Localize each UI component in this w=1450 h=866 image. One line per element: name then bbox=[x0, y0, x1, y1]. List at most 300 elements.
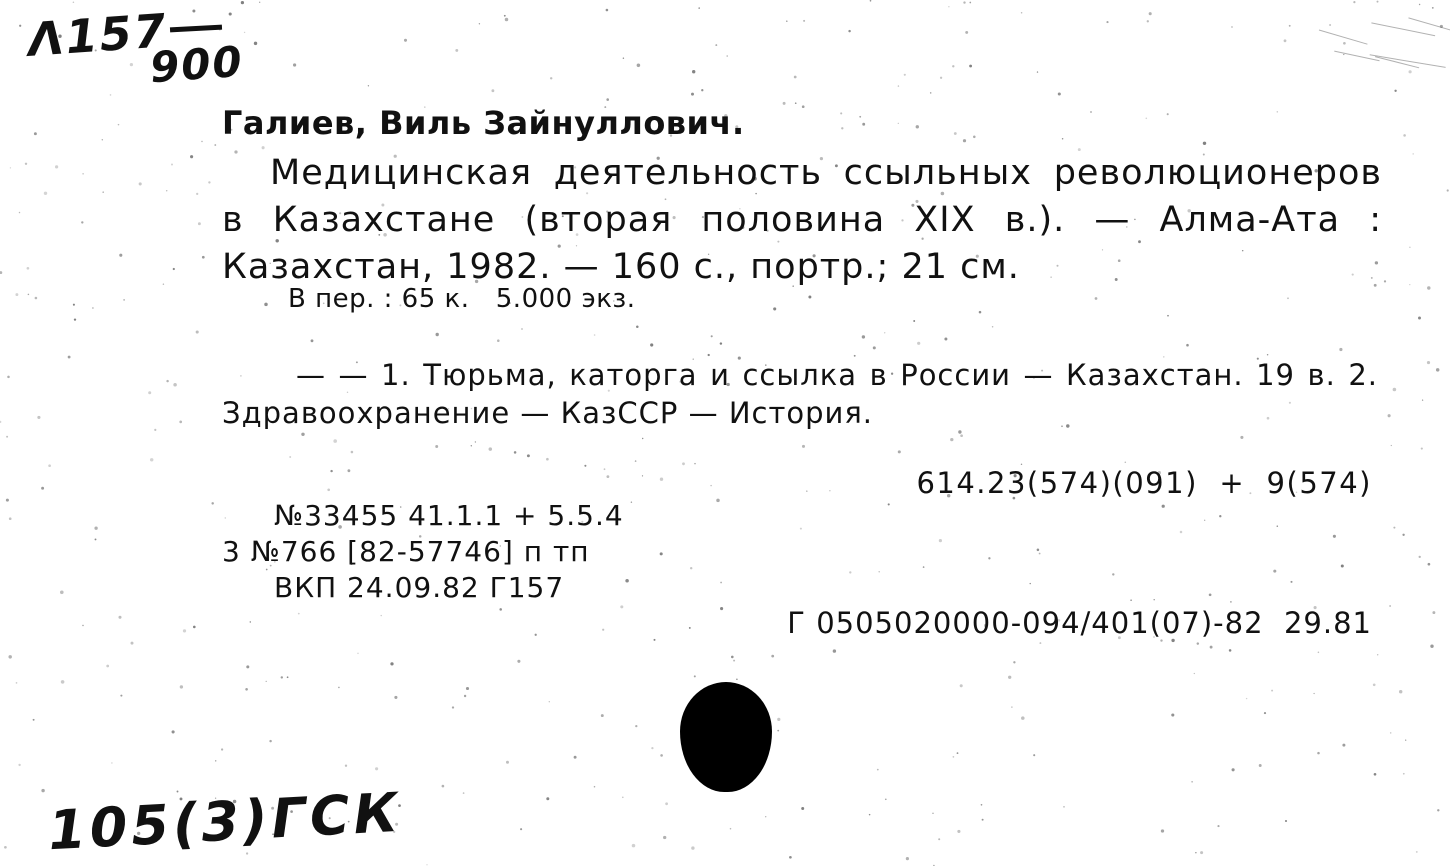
speckle bbox=[172, 730, 175, 733]
speckle bbox=[8, 655, 11, 658]
speckle bbox=[1273, 570, 1276, 573]
speckle bbox=[166, 380, 168, 382]
speckle bbox=[404, 39, 407, 42]
speckle bbox=[663, 836, 666, 839]
subject-headings: — — 1. Тюрьма, каторга и ссылка в России — Казахстан. 19 в. 2. Здравоохранение — КазССР — История. bbox=[222, 358, 1378, 430]
speckle bbox=[1409, 284, 1410, 285]
speckle bbox=[250, 621, 251, 622]
speckle bbox=[898, 123, 899, 124]
speckle bbox=[1289, 25, 1291, 27]
speckle bbox=[464, 695, 466, 697]
speckle bbox=[504, 15, 506, 17]
speckle bbox=[94, 527, 97, 530]
speckle bbox=[1437, 809, 1439, 811]
speckle bbox=[148, 391, 151, 394]
speckle bbox=[118, 124, 120, 126]
speckle bbox=[642, 475, 643, 476]
speckle bbox=[535, 634, 537, 636]
speckle bbox=[1058, 92, 1061, 95]
speckle bbox=[521, 328, 522, 329]
price-and-print-run: В пер. : 65 к. 5.000 экз. bbox=[288, 284, 636, 314]
speckle bbox=[452, 706, 454, 708]
speckle bbox=[514, 451, 517, 454]
speckle bbox=[869, 814, 871, 816]
speckle bbox=[1039, 642, 1041, 644]
speckle bbox=[957, 752, 959, 754]
speckle bbox=[1231, 26, 1232, 27]
speckle bbox=[944, 338, 947, 341]
speckle bbox=[606, 9, 609, 12]
speckle bbox=[898, 450, 901, 453]
speckle bbox=[426, 864, 427, 865]
speckle bbox=[106, 665, 109, 668]
speckle bbox=[245, 688, 248, 691]
speckle bbox=[806, 490, 808, 492]
speckle bbox=[10, 167, 11, 168]
speckle bbox=[888, 503, 890, 505]
speckle bbox=[1203, 142, 1206, 145]
speckle bbox=[37, 416, 40, 419]
speckle bbox=[1333, 535, 1336, 538]
speckle bbox=[653, 639, 655, 641]
speckle-streak bbox=[1409, 18, 1450, 35]
speckle bbox=[1343, 42, 1346, 45]
speckle bbox=[27, 267, 30, 270]
speckle bbox=[960, 434, 963, 437]
speckle bbox=[60, 591, 64, 595]
speckle bbox=[19, 25, 21, 27]
speckle bbox=[1021, 12, 1023, 14]
speckle bbox=[1146, 118, 1148, 120]
speckle bbox=[982, 819, 984, 821]
speckle bbox=[973, 136, 976, 139]
speckle bbox=[1402, 534, 1404, 536]
speckle bbox=[1422, 399, 1423, 400]
speckle-streak bbox=[1370, 55, 1446, 68]
speckle bbox=[720, 342, 722, 344]
speckle bbox=[246, 665, 249, 668]
speckle bbox=[475, 441, 476, 442]
speckle bbox=[1021, 716, 1025, 720]
speckle bbox=[435, 445, 438, 448]
speckle bbox=[491, 89, 494, 92]
speckle bbox=[338, 687, 340, 689]
speckle bbox=[214, 144, 216, 146]
speckle bbox=[969, 2, 971, 4]
speckle bbox=[1277, 525, 1279, 527]
speckle bbox=[171, 164, 173, 166]
speckle bbox=[281, 676, 283, 678]
speckle bbox=[120, 695, 122, 697]
speckle bbox=[1409, 247, 1410, 248]
speckle bbox=[801, 807, 804, 810]
speckle bbox=[81, 221, 83, 223]
speckle bbox=[808, 296, 811, 299]
speckle bbox=[606, 98, 609, 101]
speckle bbox=[1125, 461, 1127, 463]
speckle bbox=[28, 294, 30, 296]
speckle bbox=[631, 501, 632, 502]
speckle bbox=[833, 649, 836, 652]
speckle bbox=[463, 792, 465, 794]
speckle bbox=[479, 23, 480, 24]
speckle bbox=[0, 421, 1, 423]
speckle bbox=[262, 146, 265, 149]
speckle bbox=[173, 383, 177, 387]
speckle bbox=[701, 89, 703, 91]
speckle bbox=[1389, 605, 1391, 607]
speckle bbox=[1230, 601, 1232, 603]
speckle bbox=[1341, 564, 1344, 567]
speckle bbox=[795, 102, 797, 104]
speckle bbox=[710, 485, 711, 486]
speckle bbox=[841, 127, 843, 129]
speckle bbox=[625, 579, 629, 583]
speckle bbox=[694, 675, 696, 677]
speckle bbox=[691, 93, 694, 96]
speckle bbox=[988, 557, 990, 559]
speckle bbox=[471, 445, 472, 446]
speckle bbox=[1374, 773, 1377, 776]
speckle bbox=[119, 254, 122, 257]
speckle bbox=[244, 32, 245, 33]
speckle bbox=[1149, 12, 1152, 15]
speckle bbox=[1277, 111, 1278, 112]
speckle bbox=[1427, 361, 1430, 364]
speckle bbox=[1195, 852, 1196, 853]
speckle bbox=[546, 458, 549, 461]
speckle bbox=[1287, 297, 1289, 299]
speckle bbox=[1186, 344, 1189, 347]
speckle bbox=[1432, 611, 1435, 614]
speckle bbox=[33, 719, 35, 721]
speckle bbox=[1039, 553, 1041, 555]
speckle bbox=[682, 462, 685, 465]
speckle bbox=[765, 816, 766, 817]
speckle bbox=[1153, 599, 1154, 600]
speckle bbox=[594, 334, 596, 336]
speckle bbox=[963, 1, 965, 3]
speckle bbox=[602, 629, 604, 631]
speckle bbox=[1412, 153, 1414, 155]
speckle bbox=[777, 718, 780, 721]
speckle bbox=[877, 769, 879, 771]
speckle bbox=[957, 830, 960, 833]
speckle bbox=[16, 682, 18, 684]
speckle bbox=[650, 343, 653, 346]
speckle bbox=[1409, 70, 1412, 73]
speckle bbox=[1259, 764, 1262, 767]
speckle bbox=[916, 125, 919, 128]
speckle bbox=[1377, 1, 1379, 3]
speckle bbox=[179, 421, 182, 424]
speckle bbox=[923, 566, 925, 568]
speckle bbox=[229, 12, 232, 15]
speckle bbox=[183, 629, 186, 632]
speckle bbox=[950, 438, 953, 441]
speckle bbox=[635, 725, 637, 727]
speckle bbox=[1342, 744, 1345, 747]
speckle bbox=[489, 447, 492, 450]
speckle bbox=[692, 70, 695, 73]
speckle bbox=[1427, 286, 1430, 289]
speckle bbox=[0, 271, 2, 274]
speckle bbox=[771, 655, 774, 658]
speckle bbox=[963, 139, 966, 142]
speckle bbox=[466, 687, 469, 690]
speckle bbox=[154, 429, 156, 431]
speckle bbox=[82, 173, 84, 175]
speckle bbox=[1191, 781, 1193, 783]
speckle bbox=[95, 538, 97, 540]
speckle bbox=[15, 293, 18, 296]
speckle bbox=[208, 181, 210, 183]
speckle bbox=[123, 299, 125, 301]
speckle bbox=[61, 680, 65, 684]
speckle bbox=[180, 685, 183, 688]
speckle bbox=[211, 502, 213, 504]
speckle bbox=[870, 0, 872, 2]
speckle bbox=[574, 756, 577, 759]
speckle bbox=[689, 627, 691, 629]
speckle bbox=[1033, 754, 1035, 756]
speckle bbox=[1210, 646, 1213, 649]
author-heading: Галиев, Виль Зайнуллович. bbox=[222, 104, 745, 142]
speckle bbox=[345, 765, 347, 767]
speckle bbox=[736, 678, 738, 680]
speckle bbox=[111, 762, 112, 763]
speckle bbox=[1232, 768, 1235, 771]
speckle bbox=[651, 747, 653, 749]
speckle bbox=[665, 802, 668, 805]
speckle bbox=[690, 567, 692, 569]
speckle bbox=[442, 785, 445, 788]
speckle bbox=[862, 335, 865, 338]
speckle bbox=[730, 828, 732, 830]
speckle bbox=[269, 740, 271, 742]
speckle bbox=[726, 55, 728, 57]
speckle bbox=[1403, 134, 1406, 137]
speckle bbox=[873, 346, 876, 349]
speckle bbox=[635, 460, 637, 462]
speckle bbox=[1271, 690, 1273, 692]
speckle bbox=[139, 182, 142, 185]
speckle bbox=[1090, 111, 1092, 113]
speckle bbox=[505, 18, 509, 22]
speckle bbox=[938, 838, 940, 840]
speckle bbox=[604, 468, 606, 470]
speckle bbox=[1421, 448, 1423, 450]
speckle bbox=[1021, 464, 1022, 465]
speckle bbox=[190, 155, 193, 158]
speckle bbox=[1037, 549, 1040, 552]
speckle bbox=[632, 844, 636, 848]
speckle bbox=[979, 311, 982, 314]
speckle bbox=[550, 77, 552, 79]
classification-code: Г 0505020000-094/401(07)-82 29.81 bbox=[787, 606, 1372, 640]
speckle bbox=[74, 318, 76, 320]
speckle bbox=[637, 64, 641, 68]
speckle bbox=[1204, 520, 1205, 521]
speckle bbox=[375, 767, 378, 770]
speckle bbox=[1416, 851, 1418, 853]
speckle bbox=[1329, 24, 1331, 26]
speckle bbox=[1130, 599, 1132, 601]
speckle bbox=[884, 332, 885, 333]
speckle bbox=[606, 475, 609, 478]
speckle bbox=[1167, 113, 1169, 115]
speckle bbox=[829, 490, 830, 491]
speckle bbox=[878, 571, 879, 572]
accession-block bbox=[222, 498, 624, 606]
speckle bbox=[1063, 806, 1064, 807]
speckle bbox=[25, 163, 27, 165]
speckle bbox=[1313, 693, 1314, 694]
speckle bbox=[789, 856, 792, 859]
speckle bbox=[44, 192, 47, 195]
speckle bbox=[173, 268, 175, 270]
speckle bbox=[960, 684, 963, 687]
speckle bbox=[885, 798, 887, 800]
speckle bbox=[6, 436, 8, 438]
speckle bbox=[202, 256, 205, 259]
speckle bbox=[794, 76, 797, 79]
speckle bbox=[1162, 505, 1165, 508]
speckle bbox=[241, 1, 244, 4]
speckle bbox=[939, 539, 942, 542]
speckle bbox=[1209, 593, 1212, 596]
speckle bbox=[394, 696, 397, 699]
speckle bbox=[301, 433, 304, 436]
speckle bbox=[992, 326, 994, 328]
speckle bbox=[1284, 39, 1287, 42]
speckle bbox=[287, 676, 289, 678]
speckle bbox=[347, 469, 350, 472]
speckle bbox=[1285, 820, 1287, 822]
speckle bbox=[221, 748, 223, 750]
speckle bbox=[1399, 690, 1402, 693]
speckle bbox=[623, 57, 624, 58]
speckle bbox=[1343, 54, 1344, 55]
speckle bbox=[940, 77, 942, 79]
speckle bbox=[368, 85, 369, 86]
speckle bbox=[333, 439, 337, 443]
speckle bbox=[932, 813, 933, 814]
speckle bbox=[720, 607, 723, 610]
speckle bbox=[455, 49, 458, 52]
speckle bbox=[517, 660, 520, 663]
speckle bbox=[777, 730, 779, 732]
speckle bbox=[733, 660, 735, 662]
speckle bbox=[41, 487, 44, 490]
speckle bbox=[1353, 1, 1355, 3]
speckle bbox=[1390, 732, 1392, 734]
speckle bbox=[802, 105, 805, 108]
speckle bbox=[1106, 21, 1108, 23]
bibliographic-description: Медицинская деятельность ссыльных революционеров в Казахстане (вторая половина XIX в.). — Алма-Ата : Казахстан, 1982. — 160 с., портр.; 21 см. bbox=[222, 153, 1382, 287]
speckle bbox=[55, 165, 58, 168]
speckle bbox=[1432, 7, 1434, 9]
speckle bbox=[720, 582, 722, 584]
speckle bbox=[264, 303, 268, 307]
speckle bbox=[731, 656, 734, 659]
speckle bbox=[327, 488, 330, 491]
speckle bbox=[246, 852, 248, 854]
speckle bbox=[497, 339, 500, 342]
speckle bbox=[1394, 90, 1396, 92]
speckle bbox=[660, 754, 663, 757]
speckle bbox=[1377, 654, 1378, 655]
speckle bbox=[840, 112, 842, 114]
speckle-streak bbox=[1319, 30, 1367, 44]
speckle bbox=[381, 615, 382, 616]
speckle-streak bbox=[1371, 23, 1435, 36]
speckle bbox=[1013, 661, 1015, 663]
speckle bbox=[7, 376, 10, 379]
speckle bbox=[192, 10, 195, 13]
speckle bbox=[68, 356, 71, 359]
speckle bbox=[266, 681, 267, 682]
speckle bbox=[622, 797, 624, 799]
speckle bbox=[849, 571, 851, 573]
speckle bbox=[1217, 825, 1219, 827]
speckle bbox=[800, 528, 802, 530]
speckle bbox=[41, 789, 44, 792]
speckle bbox=[163, 283, 164, 284]
speckle bbox=[193, 626, 196, 629]
speckle bbox=[898, 85, 899, 86]
speckle bbox=[4, 846, 7, 849]
speckle bbox=[952, 65, 954, 67]
speckle bbox=[1393, 388, 1397, 392]
speckle bbox=[802, 445, 805, 448]
speckle bbox=[1373, 683, 1376, 686]
speckle bbox=[520, 828, 522, 830]
speckle bbox=[6, 499, 9, 502]
speckle bbox=[330, 470, 332, 472]
speckle bbox=[848, 30, 850, 32]
speckle bbox=[716, 499, 720, 503]
speckle bbox=[102, 191, 104, 193]
speckle bbox=[930, 92, 932, 94]
speckle bbox=[73, 2, 75, 4]
speckle bbox=[906, 857, 909, 860]
speckle bbox=[1384, 280, 1386, 282]
speckle bbox=[1219, 515, 1221, 517]
handwritten-call-number-sub: 900 bbox=[148, 36, 246, 93]
speckle bbox=[298, 613, 300, 615]
speckle-streak bbox=[1334, 51, 1379, 61]
speckle bbox=[1388, 414, 1391, 417]
speckle bbox=[73, 304, 75, 306]
accession-line-3: ВКП 24.09.82 Г157 bbox=[274, 571, 565, 604]
speckle bbox=[130, 63, 133, 66]
speckle bbox=[201, 141, 202, 142]
speckle bbox=[594, 786, 596, 788]
speckle bbox=[1419, 556, 1421, 558]
speckle bbox=[1317, 752, 1320, 755]
speckle bbox=[102, 139, 103, 140]
speckle bbox=[254, 42, 257, 45]
speckle bbox=[1339, 348, 1342, 351]
speckle bbox=[9, 517, 12, 520]
speckle bbox=[35, 297, 38, 300]
speckle bbox=[549, 701, 550, 702]
udc-index: 614.23(574)(091) + 9(574) bbox=[916, 466, 1372, 500]
speckle bbox=[150, 458, 153, 461]
speckle bbox=[18, 764, 20, 766]
speckle bbox=[1008, 676, 1011, 679]
